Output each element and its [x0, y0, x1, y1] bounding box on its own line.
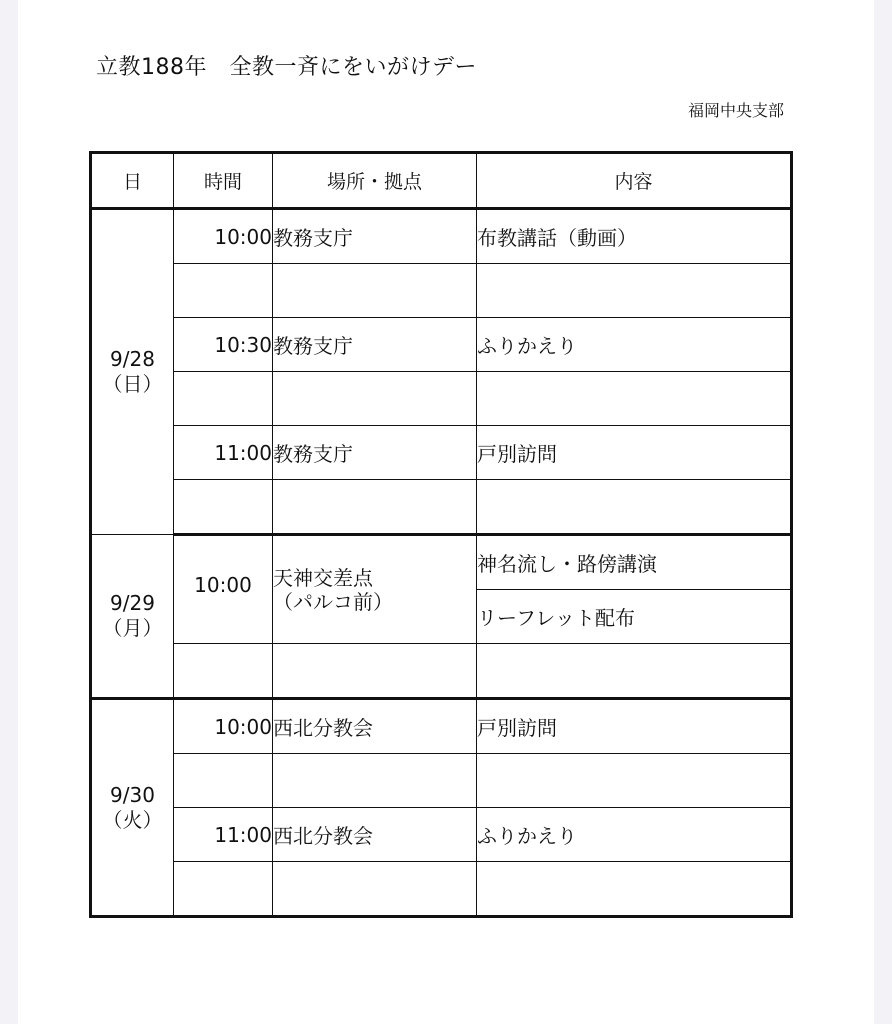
place-cell: 西北分教会 — [273, 699, 477, 754]
organization-name: 福岡中央支部 — [687, 101, 784, 120]
content-cell: 神名流し・路傍講演 — [477, 535, 792, 590]
time-cell — [174, 480, 273, 535]
place-cell — [273, 644, 477, 699]
table-row — [91, 535, 792, 590]
content-cell: 布教講話（動画） — [477, 209, 792, 264]
content-cell: 戸別訪問 — [477, 699, 792, 754]
place-cell: 西北分教会 — [273, 808, 477, 862]
place-cell — [273, 535, 477, 644]
date-cell-0930 — [91, 699, 174, 917]
table-header-row — [91, 153, 792, 209]
content-cell: 戸別訪問 — [477, 426, 792, 480]
date-label: 9/28 — [110, 347, 155, 371]
content-cell — [477, 372, 792, 426]
table-row — [91, 264, 792, 318]
time-cell — [174, 264, 273, 318]
date-cell-0929 — [91, 535, 174, 699]
place-line-1: 天神交差点 — [273, 565, 373, 590]
table-row — [91, 808, 792, 862]
date-label: 9/29 — [110, 591, 155, 615]
place-cell — [273, 480, 477, 535]
content-cell: ふりかえり — [477, 318, 792, 372]
time-cell: 10:00 — [174, 209, 273, 264]
time-cell: 11:00 — [174, 426, 273, 480]
place-cell — [273, 372, 477, 426]
place-cell: 教務支庁 — [273, 318, 477, 372]
time-cell — [174, 372, 273, 426]
place-cell — [273, 264, 477, 318]
time-cell: 10:00 — [174, 535, 273, 644]
date-label: 9/30 — [110, 782, 155, 807]
content-cell — [477, 264, 792, 318]
content-cell — [477, 644, 792, 699]
table-row — [91, 644, 792, 699]
place-cell: 教務支庁 — [273, 209, 477, 264]
content-cell: リーフレット配布 — [477, 590, 792, 644]
header-content: 内容 — [477, 153, 792, 209]
time-cell — [174, 862, 273, 917]
table-row — [91, 699, 792, 754]
schedule-table — [89, 151, 793, 918]
weekday-label: （火） — [102, 807, 163, 832]
place-cell — [273, 862, 477, 917]
time-cell — [174, 644, 273, 699]
table-row — [91, 209, 792, 264]
header-day: 日 — [91, 153, 174, 209]
place-cell: 教務支庁 — [273, 426, 477, 480]
content-cell — [477, 862, 792, 917]
weekday-label: （月） — [102, 616, 163, 640]
table-row — [91, 372, 792, 426]
content-cell: ふりかえり — [477, 808, 792, 862]
time-cell: 10:00 — [174, 699, 273, 754]
time-cell — [174, 754, 273, 808]
place-line-2: （パルコ前） — [273, 589, 393, 614]
content-cell — [477, 480, 792, 535]
header-place: 場所・拠点 — [273, 153, 477, 209]
date-cell-0928 — [91, 209, 174, 535]
table-row — [91, 426, 792, 480]
time-cell: 11:00 — [174, 808, 273, 862]
table-row — [91, 862, 792, 917]
time-cell: 10:30 — [174, 318, 273, 372]
place-cell — [273, 754, 477, 808]
weekday-label: （日） — [102, 372, 163, 396]
document-title: 立教188年 全教一斉にをいがけデー — [96, 55, 477, 80]
content-cell — [477, 754, 792, 808]
header-time: 時間 — [174, 153, 273, 209]
table-row — [91, 754, 792, 808]
table-row — [91, 318, 792, 372]
table-row — [91, 480, 792, 535]
